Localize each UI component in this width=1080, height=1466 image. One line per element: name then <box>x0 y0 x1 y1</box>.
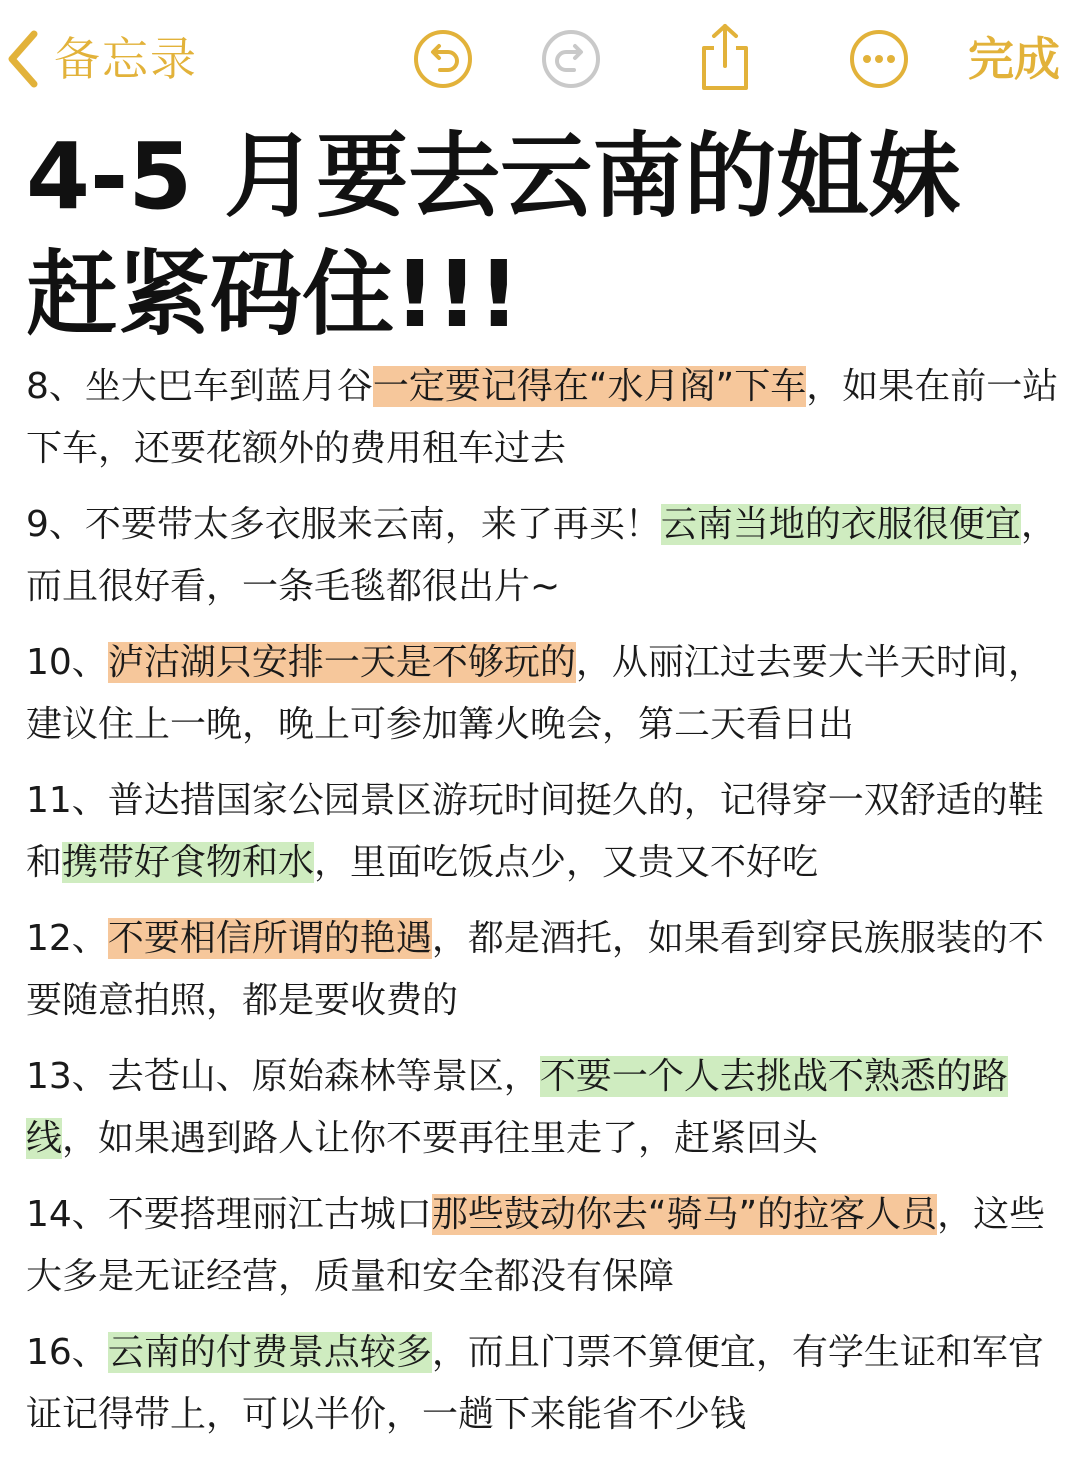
note-text: ，如果在前一站下车，还要花额外的费用租车过去 <box>26 366 1059 469</box>
chevron-left-icon <box>6 28 40 90</box>
note-text: 11、普达措国家公园景区游玩时间挺久的，记得穿一双舒适的鞋和 <box>26 780 1044 883</box>
note-text: ，从丽江过去要大半天时间，建议住上一晚，晚上可参加篝火晚会，第二天看日出 <box>26 642 1044 745</box>
note-title-line-2: 赶紧码住!!! <box>26 241 520 348</box>
note-item <box>26 632 1060 756</box>
note-title <box>26 118 1066 354</box>
more-icon <box>848 28 910 90</box>
highlighted-text: 泸沽湖只安排一天是不够玩的 <box>107 642 576 683</box>
note-text: 12、 <box>26 918 108 959</box>
highlighted-text: 携带好食物和水 <box>62 842 315 883</box>
note-text: ，里面吃饭点少，又贵又不好吃 <box>314 842 819 883</box>
highlighted-text: 那些鼓动你去“骑马”的拉客人员 <box>431 1194 938 1235</box>
note-text: 8、坐大巴车到蓝月谷 <box>26 366 373 407</box>
undo-button[interactable] <box>412 28 474 90</box>
note-item <box>26 770 1060 894</box>
undo-icon <box>412 28 474 90</box>
toolbar <box>0 0 1080 120</box>
share-icon <box>694 22 756 92</box>
highlighted-text: 不要一个人去挑战不熟悉的路线 <box>26 1056 1008 1159</box>
note-title-line-1: 4-5 月要去云南的姐妹 <box>26 123 961 230</box>
note-item <box>26 1046 1060 1170</box>
back-button[interactable] <box>6 24 198 94</box>
highlighted-text: 不要相信所谓的艳遇 <box>107 918 432 959</box>
share-button[interactable] <box>694 22 756 92</box>
note-text: 14、不要搭理丽江古城口 <box>26 1194 432 1235</box>
note-item <box>26 494 1060 618</box>
note-item <box>26 356 1060 480</box>
done-button[interactable]: 完成 <box>968 32 1060 86</box>
back-label: 备忘录 <box>54 32 198 86</box>
redo-button[interactable] <box>540 28 602 90</box>
note-text: ，如果遇到路人让你不要再往里走了，赶紧回头 <box>62 1118 819 1159</box>
note-text: ，都是酒托，如果看到穿民族服装的不要随意拍照，都是要收费的 <box>26 918 1044 1021</box>
highlighted-text: 云南的付费景点较多 <box>107 1332 432 1373</box>
note-text: ，这些大多是无证经营，质量和安全都没有保障 <box>26 1194 1046 1297</box>
note-item <box>26 1184 1060 1308</box>
redo-icon <box>540 28 602 90</box>
note-text: 16、 <box>26 1332 108 1373</box>
note-item <box>26 908 1060 1032</box>
note-text: ，而且门票不算便宜，有学生证和军官证记得带上，可以半价，一趟下来能省不少钱 <box>26 1332 1044 1435</box>
note-text: ，而且很好看，一条毛毯都很出片~ <box>26 504 1057 607</box>
note-text: 9、不要带太多衣服来云南，来了再买！ <box>26 504 661 545</box>
highlighted-text: 云南当地的衣服很便宜 <box>660 504 1021 545</box>
more-button[interactable] <box>848 28 910 90</box>
highlighted-text: 一定要记得在“水月阁”下车 <box>372 366 807 407</box>
note-body[interactable] <box>26 356 1060 1460</box>
note-text: 13、去苍山、原始森林等景区， <box>26 1056 540 1097</box>
note-text: 10、 <box>26 642 108 683</box>
note-item <box>26 1322 1060 1446</box>
